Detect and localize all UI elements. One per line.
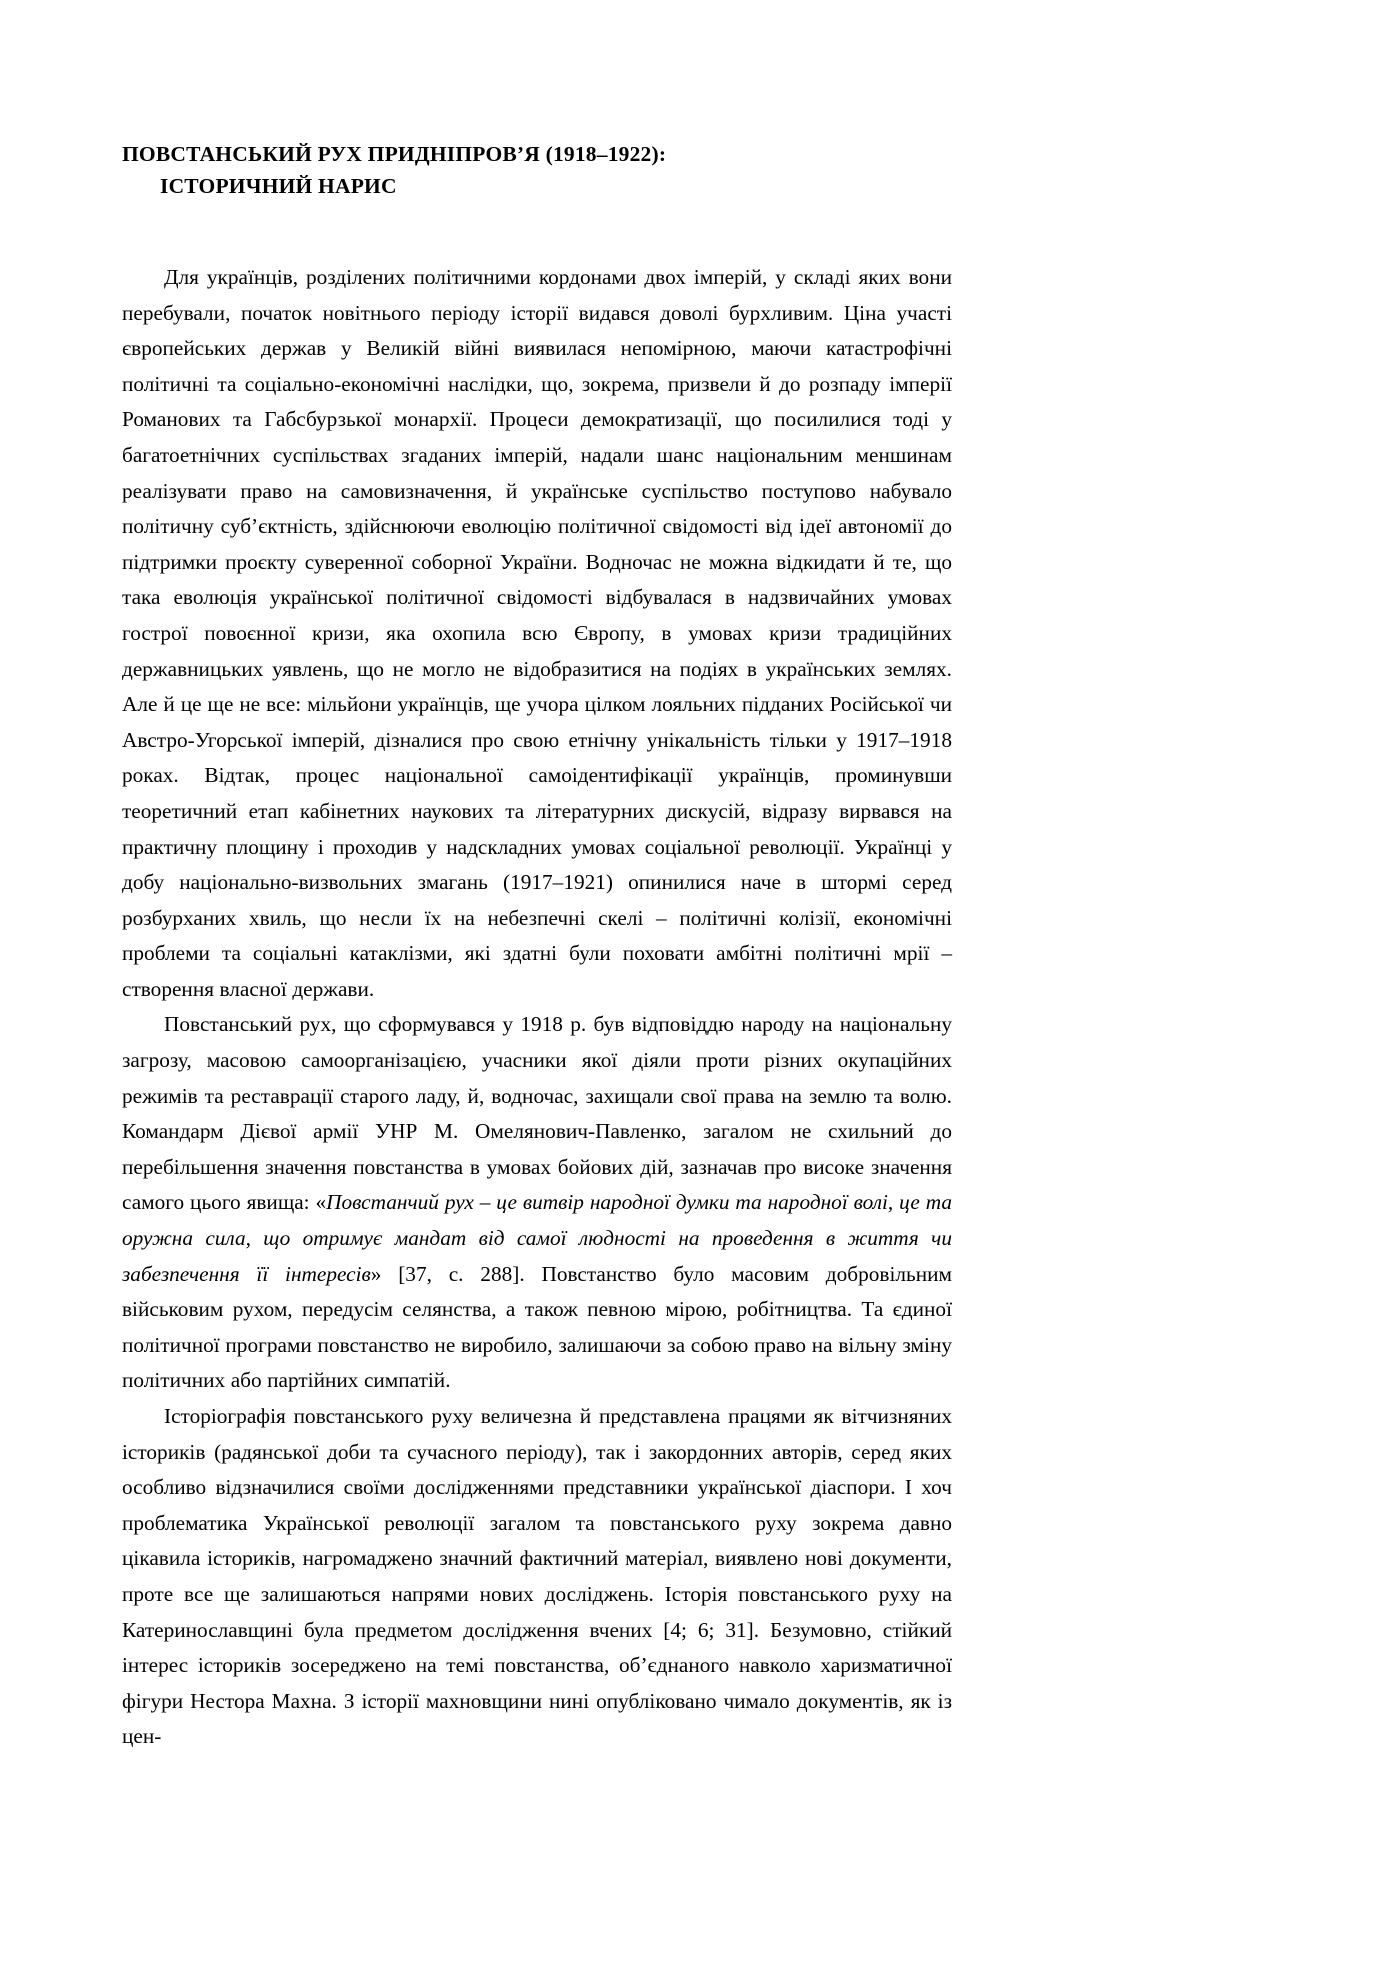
title-line-2: ІСТОРИЧНИЙ НАРИС xyxy=(160,174,397,198)
title-line-1: ПОВСТАНСЬКИЙ РУХ ПРИДНІПРОВ’Я (1918–1922): xyxy=(122,142,667,166)
paragraph-3: Історіографія повстанського руху величезна й представлена працями як вітчизняних істориків (радянської доби та сучасного періоду), так і закордонних авторів, серед яких особливо відзначилися своїми дослідженнями представники української діаспори. І хоч проблематика Української революції загалом та повстанського руху зокрема давно цікавила істориків, нагромаджено значний фактичний матеріал, виявлено нові документи, проте все ще залишаються напрями нових досліджень. Історія повстанського руху на Катеринославщині була предметом дослідження вчених [4; 6; 31]. Безумовно, стійкий інтерес істориків зосереджено на темі повстанства, об’єднаного навколо харизматичної фігури Нестора Махна. З історії махновщини нині опубліковано чимало документів, як із цен- xyxy=(122,1404,952,1749)
page-content xyxy=(122,138,952,1755)
paragraph-2-segment-1: Повстанський рух, що сформувався у 1918 р. був відповіддю народу на національну загрозу, масовою самоорганізацією, учасники якої діяли проти різних окупаційних режимів та реставрації старого ладу, й, водночас, захищали свої права на землю та волю. Командарм Дієвої армії УНР М. Омелянович-Павленко, загалом не схильний до перебільшення значення повстанства в умовах бойових дій, зазначав про високе значення самого цього явища: « xyxy=(122,1012,952,1215)
paragraph-1: Для українців, розділених політичними кордонами двох імперій, у складі яких вони перебували, початок новітнього періоду історії видався доволі бурхливим. Ціна участі європейських держав у Великій війні виявилася непомірною, маючи катастрофічні політичні та соціально-економічні наслідки, що, зокрема, призвели й до розпаду імперії Романових та Габсбурзької монархії. Процеси демократизації, що посилилися тоді у багатоетнічних суспільствах згаданих імперій, надали шанс національним меншинам реалізувати право на самовизначення, й українське суспільство поступово набувало політичну суб’єктність, здійснюючи еволюцію політичної свідомості від ідеї автономії до підтримки проєкту суверенної соборної України. Водночас не можна відкидати й те, що така еволюція української політичної свідомості відбувалася в надзвичайних умовах гострої повоєнної кризи, яка охопила всю Європу, в умовах кризи традиційних державницьких уявлень, що не могло не відобразитися на подіях в українських землях. Але й це ще не все: мільйони українців, ще учора цілком лояльних підданих Російської чи Австро-Угорської імперій, дізналися про свою етнічну унікальність тільки у 1917–1918 роках. Відтак, процес національної самоідентифікації українців, проминувши теоретичний етап кабінетних наукових та літературних дискусій, відразу вирвався на практичну площину і проходив у надскладних умовах соціальної революції. Українці у добу національно-визвольних змагань (1917–1921) опинилися наче в штормі серед розбурханих хвиль, що несли їх на небезпечні скелі – політичні колізії, економічні проблеми та соціальні катаклізми, які здатні були поховати амбітні політичні мрії – створення власної держави. xyxy=(122,265,952,1001)
paragraph-2-segment-3: » [37, с. 288]. Повстанство було масовим добровільним військовим рухом, передусім селянства, а також певною мірою, робітництва. Та єдиної політичної програми повстанство не виробило, залишаючи за собою право на вільну зміну політичних або партійних симпатій. xyxy=(122,1261,952,1393)
page-title xyxy=(122,138,952,202)
paragraph-2-quote-italic: Повстанчий рух – це витвір народної думки та народної волі, це та оружна сила, що отримує мандат від самої людності на проведення в життя чи забезпечення її інтересів xyxy=(122,1190,952,1286)
paragraph-2 xyxy=(122,1007,952,1399)
